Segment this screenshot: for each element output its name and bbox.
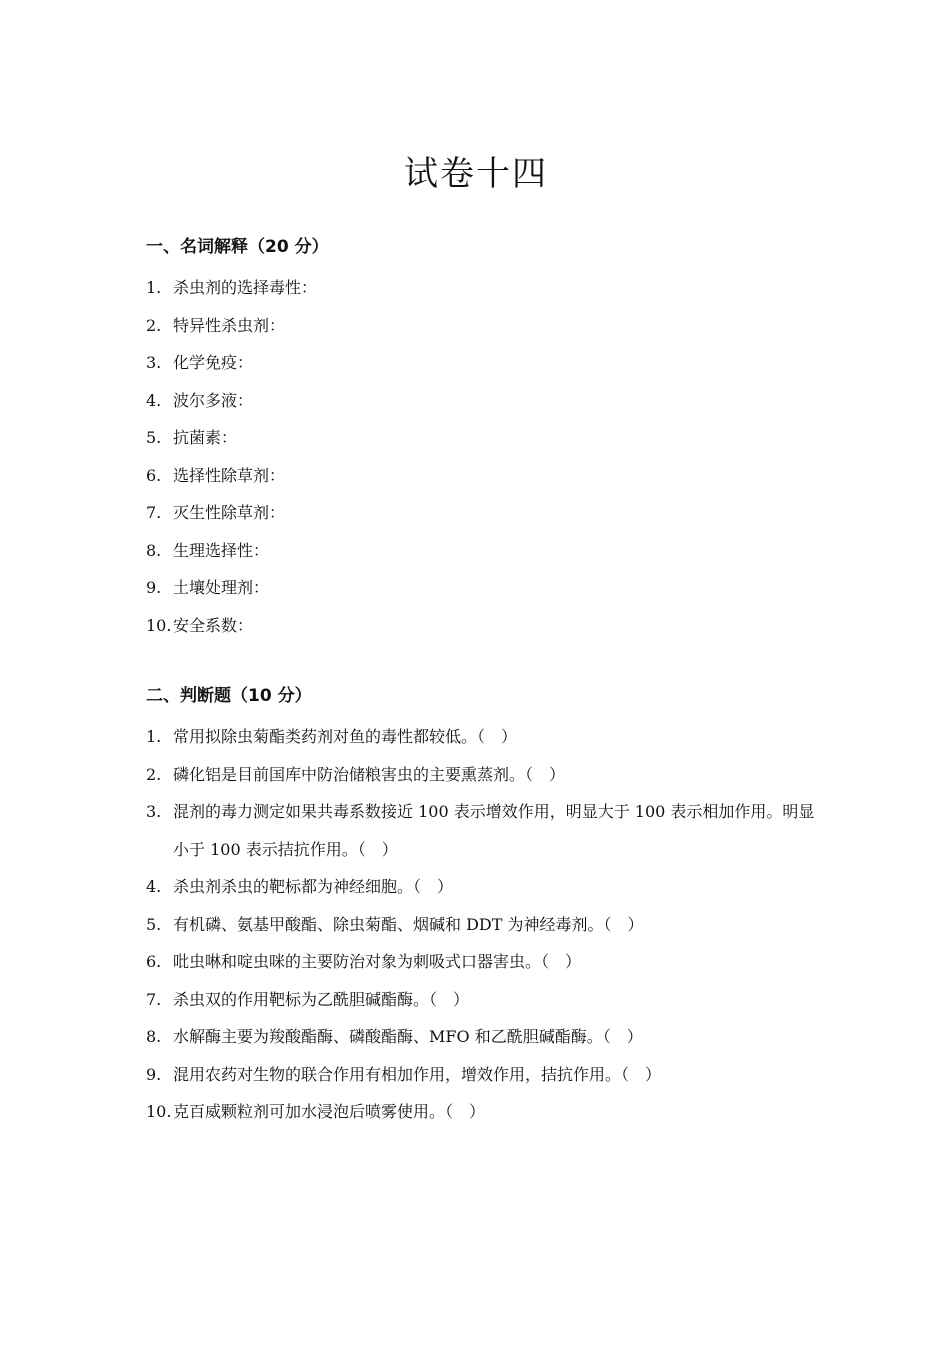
- section-heading: 一、名词解释（20 分）: [146, 237, 329, 257]
- question-item: [146, 1056, 826, 1094]
- section-true-false: [146, 681, 826, 1131]
- question-number: 1.: [146, 727, 162, 746]
- question-item: [146, 344, 826, 382]
- question-number: 6.: [146, 465, 162, 485]
- question-item: [146, 906, 826, 944]
- question-item: [146, 457, 826, 495]
- section-heading: 二、判断题（10 分）: [146, 686, 312, 706]
- question-text: 磷化铝是目前国库中防治储粮害虫的主要熏蒸剂。（ ）: [173, 764, 566, 784]
- question-text: 杀虫剂杀虫的靶标都为神经细胞。（ ）: [173, 877, 454, 896]
- question-number: 5.: [146, 428, 162, 447]
- question-item: [146, 943, 826, 981]
- question-item: [146, 868, 826, 906]
- question-text: 克百威颗粒剂可加水浸泡后喷雾使用。（ ）: [173, 1102, 486, 1121]
- question-item: [146, 532, 826, 570]
- question-text: 土壤处理剂：: [173, 578, 270, 597]
- question-item: [146, 756, 826, 794]
- question-text: 特异性杀虫剂：: [173, 315, 286, 335]
- question-text: 常用拟除虫菊酯类药剂对鱼的毒性都较低。（ ）: [173, 727, 518, 746]
- question-item: [146, 981, 826, 1019]
- question-number: 9.: [146, 578, 162, 597]
- question-number: 7.: [146, 989, 162, 1009]
- question-number: 8.: [146, 1027, 162, 1046]
- question-item: [146, 494, 826, 532]
- question-number: 8.: [146, 540, 162, 560]
- question-number: 2.: [146, 764, 162, 784]
- question-item: [146, 718, 826, 756]
- question-item: [146, 307, 826, 345]
- question-number: 1.: [146, 278, 162, 297]
- question-text: 吡虫啉和啶虫咪的主要防治对象为刺吸式口器害虫。（ ）: [173, 952, 582, 971]
- question-item: [146, 793, 826, 868]
- section-term-definitions: [146, 232, 826, 644]
- question-number: 3.: [146, 353, 162, 372]
- page-title: 试卷十四: [404, 154, 548, 194]
- question-text: 波尔多液：: [173, 390, 254, 410]
- question-text: 杀虫剂的选择毒性：: [173, 278, 318, 297]
- question-item: [146, 419, 826, 457]
- question-text: 水解酶主要为羧酸酯酶、磷酸酯酶、MFO 和乙酰胆碱酯酶。（ ）: [173, 1027, 643, 1046]
- question-item: [146, 269, 826, 307]
- question-item: [146, 1093, 826, 1131]
- question-item: [146, 607, 826, 645]
- question-number: 3.: [146, 802, 162, 821]
- question-text: 安全系数：: [173, 615, 254, 635]
- question-text: 抗菌素：: [173, 428, 238, 447]
- question-text: 杀虫双的作用靶标为乙酰胆碱酯酶。（ ）: [173, 989, 470, 1009]
- question-item: [146, 382, 826, 420]
- question-text: 有机磷、氨基甲酸酯、除虫菊酯、烟碱和 DDT 为神经毒剂。（ ）: [173, 914, 644, 934]
- question-list: [146, 718, 826, 1131]
- question-number: 6.: [146, 952, 162, 971]
- question-list: [146, 269, 826, 644]
- question-text: 化学免疫：: [173, 353, 254, 372]
- question-text: 混剂的毒力测定如果共毒系数接近 100 表示增效作用，明显大于 100 表示相加作用。明显小于 100 表示拮抗作用。（ ）: [173, 802, 815, 859]
- question-text: 生理选择性：: [173, 540, 270, 560]
- question-number: 4.: [146, 877, 162, 896]
- question-number: 10.: [146, 615, 172, 635]
- question-text: 选择性除草剂：: [173, 465, 286, 485]
- question-number: 5.: [146, 914, 162, 934]
- question-number: 2.: [146, 315, 162, 335]
- question-text: 混用农药对生物的联合作用有相加作用，增效作用，拮抗作用。（ ）: [173, 1064, 662, 1084]
- question-item: [146, 1018, 826, 1056]
- question-text: 灭生性除草剂：: [173, 503, 286, 522]
- question-item: [146, 569, 826, 607]
- question-number: 9.: [146, 1064, 162, 1084]
- question-number: 7.: [146, 503, 162, 522]
- question-number: 10.: [146, 1102, 172, 1121]
- question-number: 4.: [146, 390, 162, 410]
